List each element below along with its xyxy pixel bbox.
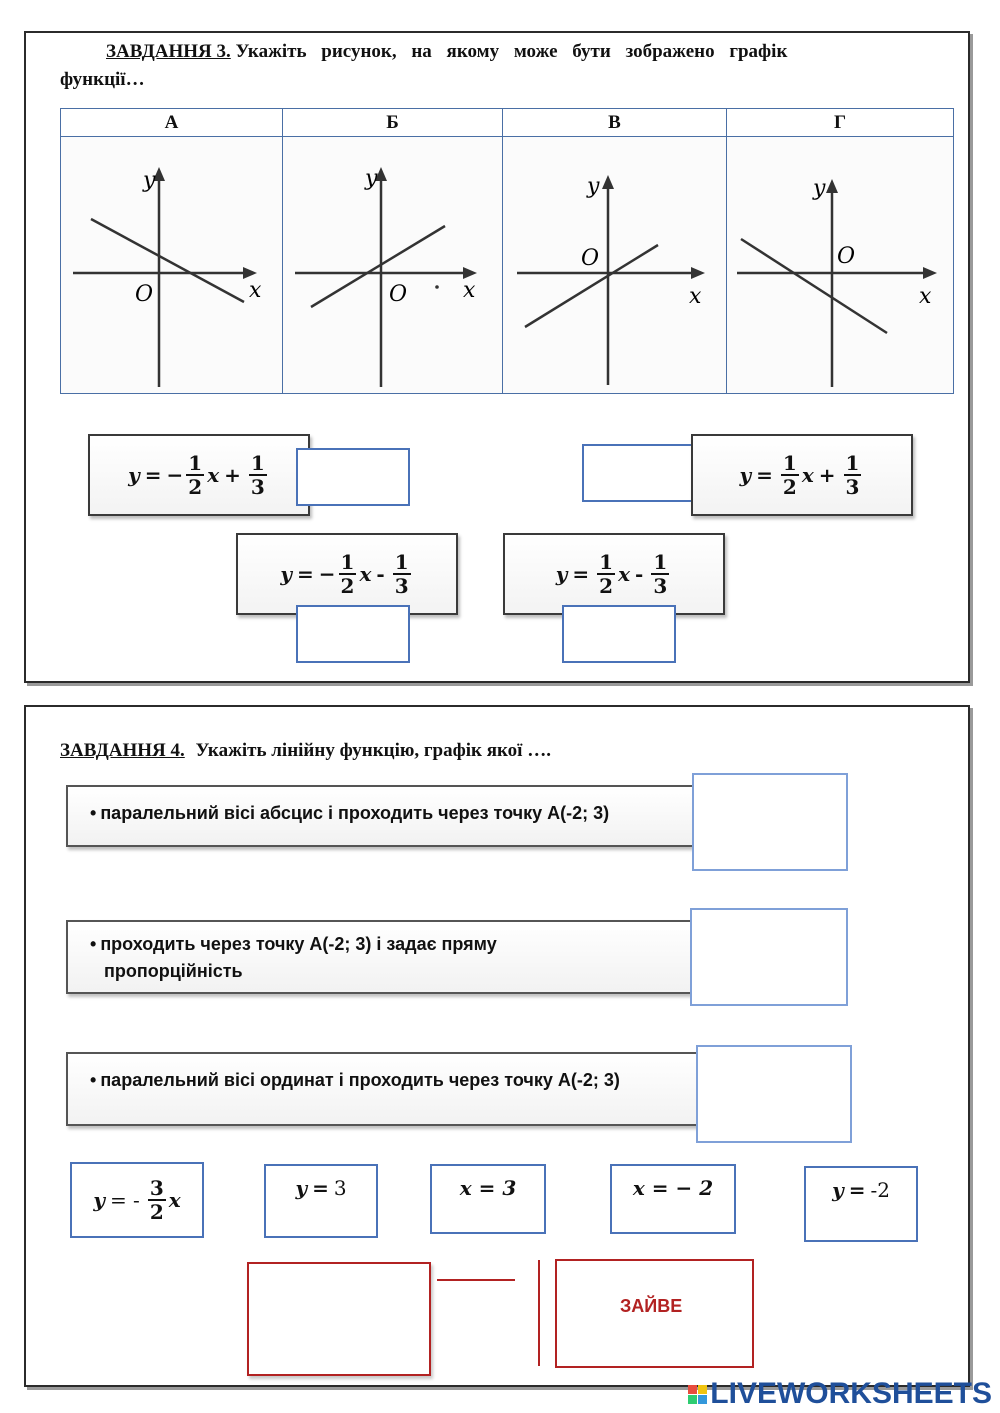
column-header-a: А xyxy=(61,109,283,137)
option-card-4[interactable] xyxy=(610,1164,736,1234)
formula-1-var: x xyxy=(207,463,220,487)
formula-2-frac1: $\frac{1}{2}$ xyxy=(782,451,797,499)
task4-title xyxy=(60,740,551,762)
graph-v-y-label: y xyxy=(587,174,600,199)
brand-name: LIVEWORKSHEETS xyxy=(710,1377,992,1410)
formula-1-lhs: y xyxy=(128,463,140,487)
formula-1-sign2: + xyxy=(224,463,241,487)
graph-a-y-label: y xyxy=(143,168,156,193)
option-card-2[interactable] xyxy=(264,1164,378,1238)
statement-2-text-line2: пропорційність xyxy=(104,961,243,981)
statement-1-bullet: • xyxy=(90,803,97,823)
formula-card-2[interactable] xyxy=(691,434,913,516)
graph-g-x-label: x xyxy=(919,284,932,309)
option-2-lhs: y xyxy=(295,1176,308,1200)
graph-v-x-label: x xyxy=(689,284,702,309)
statement-answer-box-1[interactable] xyxy=(692,773,848,871)
formula-2-sign2: + xyxy=(818,463,836,487)
task3-title-text2: функції… xyxy=(60,69,145,90)
formula-card-1[interactable] xyxy=(88,434,310,516)
option-1-var: x xyxy=(168,1188,181,1212)
brand-icon xyxy=(688,1385,707,1404)
formula-4-frac1: $\frac{1}{2}$ xyxy=(599,550,614,598)
graph-b-y-label: y xyxy=(365,166,378,191)
task3-title xyxy=(60,38,952,94)
option-1-eq: = - xyxy=(109,1188,140,1212)
graph-a-cell xyxy=(61,137,283,394)
graph-b xyxy=(283,137,502,393)
formula-3-frac2: $\frac{1}{3}$ xyxy=(394,550,409,598)
task4-title-text: Укажіть лінійну функцію, графік якої …. xyxy=(195,740,551,761)
option-1-lhs: y xyxy=(93,1188,105,1212)
formula-1-sign1: − xyxy=(166,463,184,487)
graph-a xyxy=(61,137,282,393)
graph-g-cell xyxy=(727,137,954,394)
answer-box-1[interactable] xyxy=(296,448,410,506)
answer-box-3[interactable] xyxy=(296,605,410,663)
connector-lines xyxy=(437,1256,557,1376)
statement-answer-box-2[interactable] xyxy=(690,908,848,1006)
formula-4-eq: = xyxy=(572,562,590,586)
graph-g-y-label: y xyxy=(813,176,826,201)
extra-label: ЗАЙВЕ xyxy=(620,1296,683,1316)
formula-3-sign1: − xyxy=(318,562,336,586)
formula-2-lhs: y xyxy=(739,463,752,487)
formula-4-sign2: - xyxy=(635,562,644,586)
option-3-text: x = 3 xyxy=(459,1176,517,1200)
formula-card-4[interactable] xyxy=(503,533,725,615)
formula-card-3[interactable] xyxy=(236,533,458,615)
formula-1-frac2: $\frac{1}{3}$ xyxy=(250,451,265,499)
graphs-table xyxy=(60,108,954,394)
option-4-text: x = − 2 xyxy=(632,1176,714,1200)
statement-1 xyxy=(66,785,694,847)
graph-v xyxy=(503,137,726,393)
graph-g xyxy=(727,137,953,393)
statement-2-text: проходить через точку А(-2; 3) і задає пряму xyxy=(100,934,497,954)
graph-b-x-label: x xyxy=(463,278,476,303)
column-header-v: В xyxy=(503,109,727,137)
statement-3-bullet: • xyxy=(90,1070,97,1090)
formula-3-frac1: $\frac{1}{2}$ xyxy=(340,550,355,598)
formula-2-var: x xyxy=(801,463,814,487)
statement-3 xyxy=(66,1052,698,1126)
option-card-3[interactable] xyxy=(430,1164,546,1234)
task3-title-label: ЗАВДАННЯ 3. xyxy=(106,41,231,62)
formula-4-frac2: $\frac{1}{3}$ xyxy=(653,550,668,598)
formula-2-eq: = xyxy=(756,463,773,487)
graph-g-o-label: O xyxy=(837,244,856,269)
formula-3-sign2: - xyxy=(376,562,385,586)
graph-v-o-label: O xyxy=(581,246,600,271)
option-card-1[interactable] xyxy=(70,1162,204,1238)
graph-v-cell xyxy=(503,137,727,394)
graph-a-o-label: O xyxy=(135,282,154,307)
task4-title-label: ЗАВДАННЯ 4. xyxy=(60,740,185,761)
graph-a-x-label: x xyxy=(249,278,262,303)
option-1-frac: $\frac{3}{2}$ xyxy=(149,1176,164,1224)
formula-1-frac1: $\frac{1}{2}$ xyxy=(188,451,203,499)
statement-3-text: паралельний вісі ординат і проходить через точку А(-2; 3) xyxy=(100,1070,620,1090)
answer-box-2[interactable] xyxy=(582,444,696,502)
option-5-eq: = xyxy=(848,1178,866,1202)
extra-drop-box[interactable] xyxy=(247,1262,431,1376)
option-5-value: -2 xyxy=(870,1178,890,1202)
option-5-lhs: y xyxy=(832,1178,844,1202)
formula-4-lhs: y xyxy=(555,562,568,586)
brand-logo xyxy=(688,1377,992,1411)
option-2-eq: = xyxy=(312,1176,329,1200)
formula-4-var: x xyxy=(618,562,630,586)
statement-answer-box-3[interactable] xyxy=(696,1045,852,1143)
formula-1-eq: = xyxy=(144,463,162,487)
column-header-b: Б xyxy=(283,109,503,137)
statement-2 xyxy=(66,920,694,994)
statement-2-bullet: • xyxy=(90,934,97,954)
answer-box-4[interactable] xyxy=(562,605,676,663)
formula-2-frac2: $\frac{1}{3}$ xyxy=(845,451,860,499)
statement-1-text: паралельний вісі абсцис і проходить через точку А(-2; 3) xyxy=(100,803,610,823)
task3-title-text: Укажіть рисунок, на якому може бути зображено графік xyxy=(235,41,788,62)
column-header-g: Г xyxy=(727,109,954,137)
formula-3-lhs: y xyxy=(280,562,292,586)
option-2-value: 3 xyxy=(333,1176,347,1200)
graph-b-cell xyxy=(283,137,503,394)
option-card-5[interactable] xyxy=(804,1166,918,1242)
formula-3-eq: = xyxy=(297,562,314,586)
formula-3-var: x xyxy=(359,562,372,586)
graph-b-o-label: O xyxy=(389,282,408,307)
